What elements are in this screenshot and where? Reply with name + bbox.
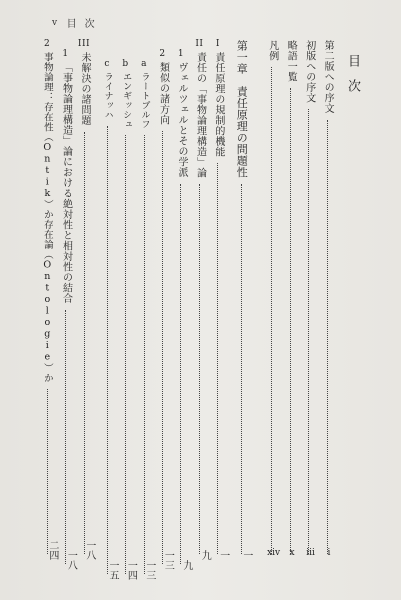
toc-entry-label: 2 — [43, 39, 51, 49]
dot-leader — [84, 132, 85, 555]
toc-entry-page: iii — [306, 548, 315, 558]
toc-entry-page: i — [327, 548, 331, 558]
toc-title-column — [344, 40, 361, 560]
toc-entry-label: b — [122, 59, 129, 69]
toc-entry-page: 九 — [199, 550, 211, 560]
toc-title: 目次 — [345, 54, 361, 104]
toc-section-entry[interactable] — [193, 39, 211, 560]
toc-entry-label: 責任原理の規制的機能 — [212, 52, 224, 157]
toc-subsection-entry[interactable] — [59, 40, 77, 570]
toc-entry-label: 1 — [177, 49, 185, 59]
toc-chapter-entry[interactable] — [235, 40, 252, 560]
toc-subsection-entry[interactable] — [175, 40, 192, 570]
dot-leader — [199, 184, 200, 554]
header-running-title: 目次 — [66, 19, 103, 30]
toc-entry-page: 一八 — [83, 540, 95, 560]
toc-entry-label: 略語一覧 — [285, 40, 297, 82]
toc-entry[interactable] — [303, 40, 315, 560]
toc-entry-page: x — [289, 548, 295, 558]
toc-entry-label: 第二版への序文 — [322, 40, 334, 114]
toc-entry-page: 一 — [217, 550, 229, 560]
toc-entry-label: 事物論理：存在性（Ontik）か存在論（Ontologie）か — [41, 52, 53, 383]
toc-entry-page: 一三 — [143, 560, 155, 580]
dot-leader — [162, 131, 163, 564]
dot-leader — [217, 163, 218, 554]
toc-subsubsection-entry[interactable] — [101, 40, 118, 580]
toc-entry-label: 未解決の諸問題 — [79, 52, 91, 126]
dot-leader — [327, 120, 328, 555]
dot-leader — [290, 88, 291, 554]
toc-entry[interactable] — [266, 40, 281, 560]
toc-entry-label: 「事物論理構造」論における絶対性と相対性の結合 — [60, 62, 72, 304]
toc-subsection-entry[interactable] — [156, 40, 174, 570]
toc-entry-page: 一五 — [106, 560, 118, 580]
toc-entry-page: 一四 — [125, 560, 137, 580]
toc-entry-label: 類似の諸方向 — [157, 62, 169, 125]
toc-section-entry[interactable] — [212, 39, 229, 560]
toc-entry-page: xiv — [267, 548, 281, 558]
toc-entry-label: 凡例 — [266, 40, 278, 61]
toc-entry-label: ライナッハ — [102, 72, 113, 120]
toc-entry-label: c — [104, 59, 110, 69]
toc-entry-page: 二四 — [46, 540, 58, 560]
running-header — [52, 15, 103, 30]
toc-entry-page: 九 — [180, 560, 192, 570]
toc-entry-label: 1 — [62, 49, 69, 59]
toc-subsubsection-entry[interactable] — [119, 40, 137, 580]
toc-entry-label: 責任の「事物論理構造」論 — [194, 52, 206, 178]
dot-leader — [107, 126, 108, 575]
dot-leader — [241, 184, 242, 554]
toc-entry-label: ヴェルツェルとその学派 — [175, 62, 187, 178]
toc-subsubsection-entry[interactable] — [138, 40, 155, 580]
toc-entry-page: 一 — [240, 550, 252, 560]
dot-leader — [308, 109, 309, 554]
toc-entry-label: エンギッシュ — [121, 72, 132, 129]
dot-leader — [65, 310, 66, 565]
table-of-contents — [41, 39, 361, 580]
toc-entry-label: III — [77, 39, 91, 49]
toc-entry-page: 一八 — [65, 550, 77, 570]
toc-entry[interactable] — [321, 40, 333, 560]
toc-entry-label: ラートブルフ — [139, 72, 150, 129]
toc-section-entry[interactable] — [77, 39, 95, 560]
toc-entry-page: 一三 — [162, 550, 174, 570]
toc-entry-label: a — [141, 59, 147, 69]
dot-leader — [180, 184, 181, 565]
toc-subsection-entry[interactable] — [41, 39, 58, 560]
toc-entry-label: I — [215, 39, 220, 49]
dot-leader — [144, 135, 145, 574]
dot-leader — [47, 389, 48, 554]
dot-leader — [125, 135, 126, 574]
toc-chapter-label: 第一章 責任原理の問題性 — [235, 40, 249, 178]
dot-leader — [271, 67, 272, 554]
toc-entry-label: 2 — [159, 49, 166, 59]
header-page-number: v — [52, 17, 58, 28]
toc-entry[interactable] — [284, 40, 296, 560]
toc-entry-label: II — [195, 39, 204, 49]
toc-entry-label: 初版への序文 — [303, 40, 315, 103]
